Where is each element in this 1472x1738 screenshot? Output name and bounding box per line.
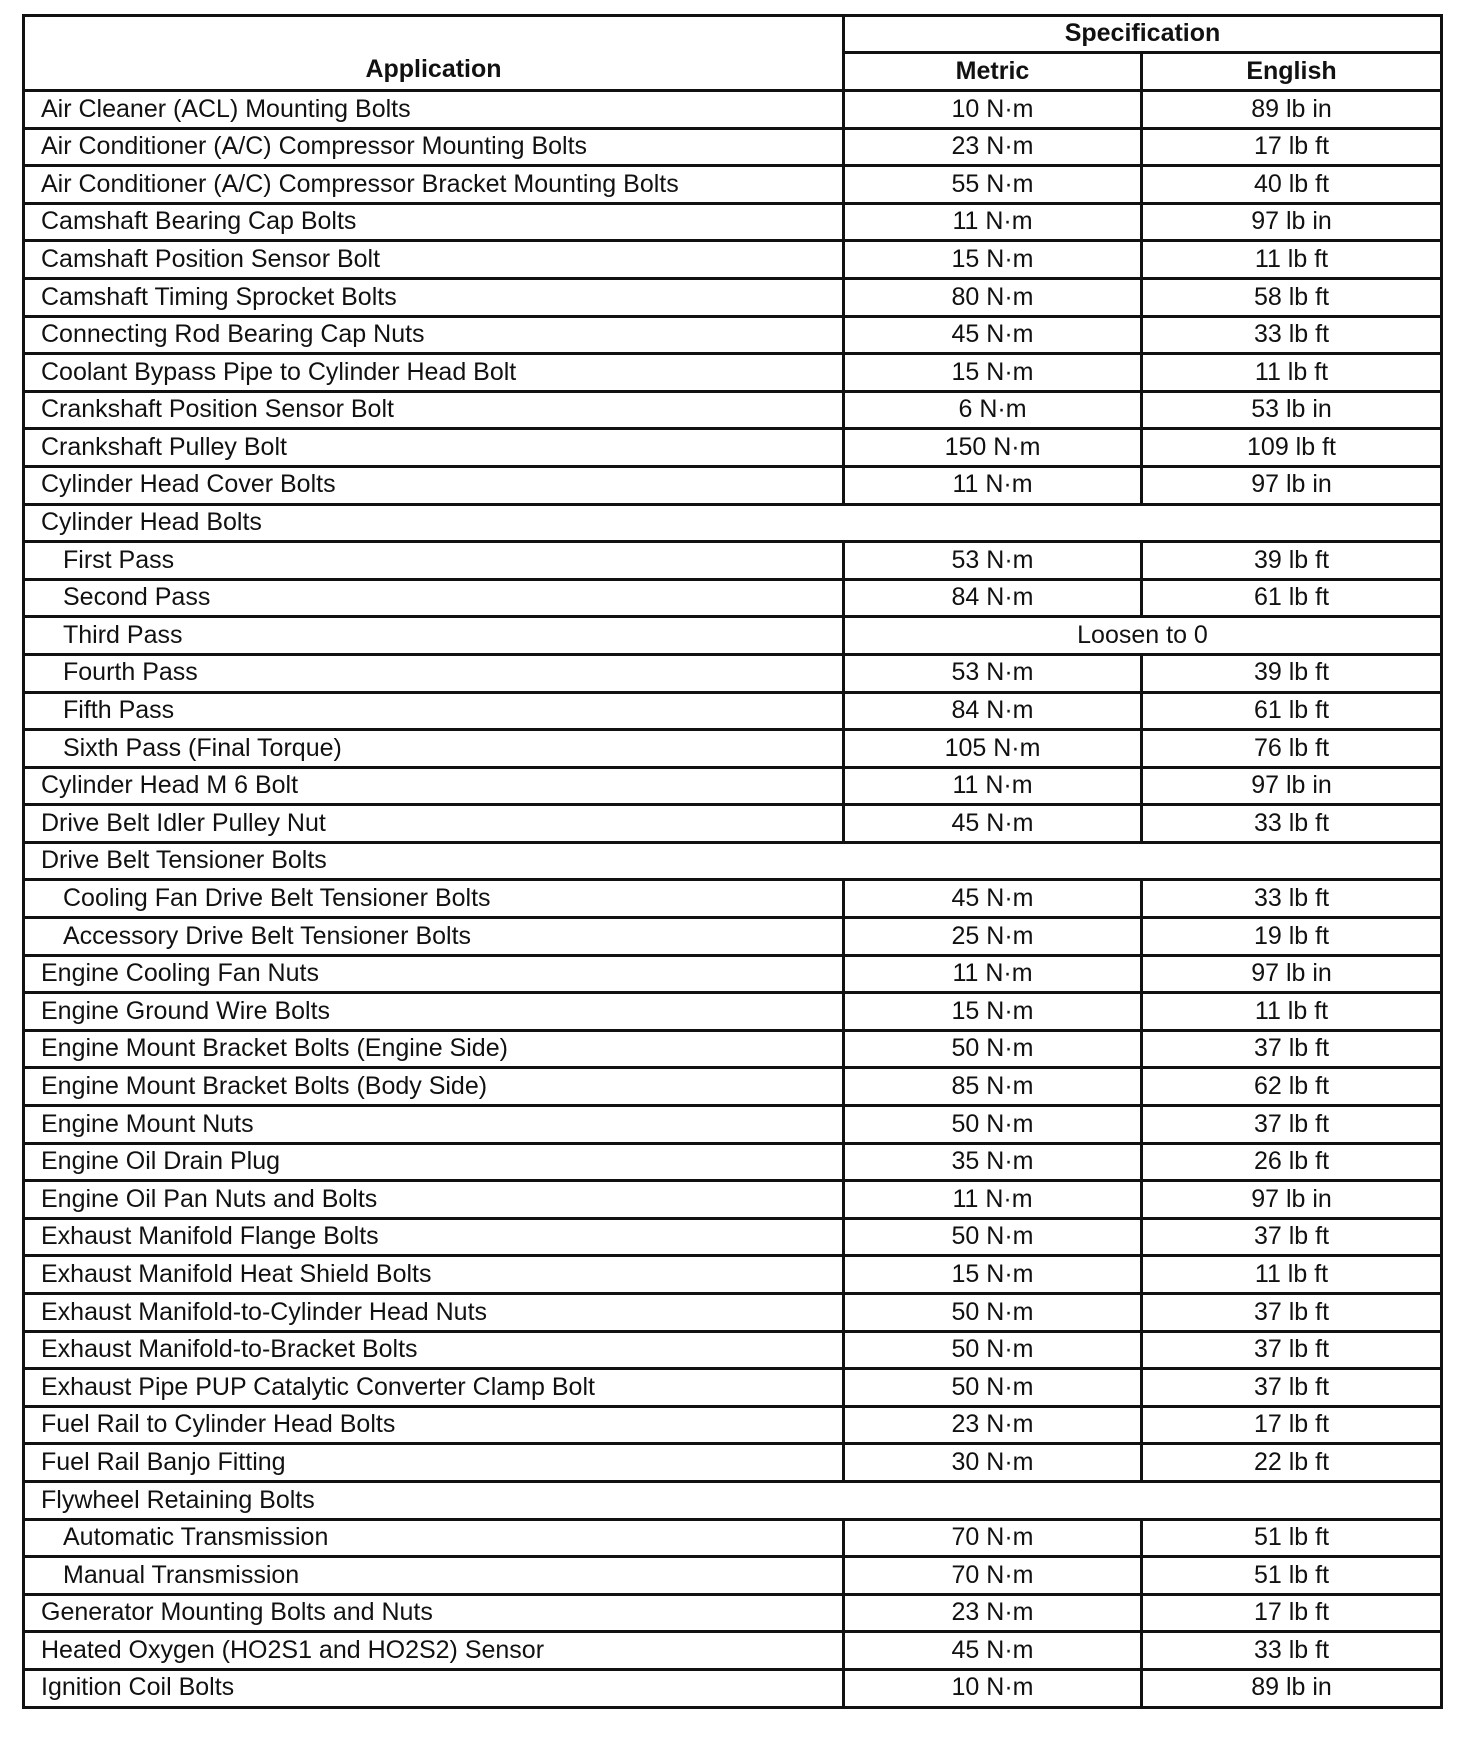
application-cell: Manual Transmission xyxy=(24,1557,844,1595)
torque-spec-table xyxy=(22,14,1443,1709)
application-header: Application xyxy=(24,16,844,91)
application-cell: First Pass xyxy=(24,542,844,580)
application-cell: Automatic Transmission xyxy=(24,1519,844,1557)
english-cell: 17 lb ft xyxy=(1142,1406,1442,1444)
table-row xyxy=(24,241,1442,279)
metric-cell: 10 N·m xyxy=(844,1669,1142,1707)
table-row xyxy=(24,805,1442,843)
metric-cell: 11 N·m xyxy=(844,767,1142,805)
metric-cell: 25 N·m xyxy=(844,918,1142,956)
metric-cell: 35 N·m xyxy=(844,1143,1142,1181)
english-cell: 109 lb ft xyxy=(1142,429,1442,467)
metric-cell: 45 N·m xyxy=(844,880,1142,918)
metric-cell: 55 N·m xyxy=(844,166,1142,204)
application-cell: Camshaft Timing Sprocket Bolts xyxy=(24,278,844,316)
metric-cell: 15 N·m xyxy=(844,354,1142,392)
table-row xyxy=(24,466,1442,504)
english-cell: 89 lb in xyxy=(1142,91,1442,129)
english-cell: 11 lb ft xyxy=(1142,354,1442,392)
table-row xyxy=(24,1594,1442,1632)
table-group-row xyxy=(24,1481,1442,1519)
metric-cell: 50 N·m xyxy=(844,1331,1142,1369)
metric-cell: 53 N·m xyxy=(844,542,1142,580)
metric-cell: 84 N·m xyxy=(844,579,1142,617)
metric-cell: 10 N·m xyxy=(844,91,1142,129)
metric-cell: 23 N·m xyxy=(844,1594,1142,1632)
metric-cell: 15 N·m xyxy=(844,241,1142,279)
english-cell: 33 lb ft xyxy=(1142,880,1442,918)
table-row xyxy=(24,91,1442,129)
english-cell: 37 lb ft xyxy=(1142,1294,1442,1332)
english-cell: 58 lb ft xyxy=(1142,278,1442,316)
table-row xyxy=(24,1030,1442,1068)
table-row xyxy=(24,1218,1442,1256)
table-row xyxy=(24,1406,1442,1444)
english-cell: 17 lb ft xyxy=(1142,1594,1442,1632)
table-body xyxy=(24,91,1442,1708)
english-cell: 37 lb ft xyxy=(1142,1030,1442,1068)
application-cell: Drive Belt Idler Pulley Nut xyxy=(24,805,844,843)
group-label: Cylinder Head Bolts xyxy=(24,504,1442,542)
application-cell: Generator Mounting Bolts and Nuts xyxy=(24,1594,844,1632)
metric-cell: 11 N·m xyxy=(844,1181,1142,1219)
table-row xyxy=(24,692,1442,730)
table-row xyxy=(24,203,1442,241)
application-cell: Engine Mount Bracket Bolts (Body Side) xyxy=(24,1068,844,1106)
application-cell: Sixth Pass (Final Torque) xyxy=(24,730,844,768)
table-group-row xyxy=(24,504,1442,542)
english-header: English xyxy=(1142,53,1442,91)
table-row xyxy=(24,993,1442,1031)
english-cell: 19 lb ft xyxy=(1142,918,1442,956)
application-cell: Fourth Pass xyxy=(24,654,844,692)
english-cell: 11 lb ft xyxy=(1142,241,1442,279)
application-cell: Engine Mount Nuts xyxy=(24,1106,844,1144)
application-cell: Air Conditioner (A/C) Compressor Mounting Bolts xyxy=(24,128,844,166)
metric-cell: 45 N·m xyxy=(844,805,1142,843)
metric-cell: 84 N·m xyxy=(844,692,1142,730)
application-cell: Engine Cooling Fan Nuts xyxy=(24,955,844,993)
english-cell: 97 lb in xyxy=(1142,1181,1442,1219)
table-row xyxy=(24,1256,1442,1294)
metric-cell: 45 N·m xyxy=(844,1632,1142,1670)
metric-cell: 70 N·m xyxy=(844,1519,1142,1557)
application-cell: Fifth Pass xyxy=(24,692,844,730)
application-cell: Engine Ground Wire Bolts xyxy=(24,993,844,1031)
metric-cell: 80 N·m xyxy=(844,278,1142,316)
application-cell: Exhaust Manifold-to-Bracket Bolts xyxy=(24,1331,844,1369)
english-cell: 53 lb in xyxy=(1142,391,1442,429)
english-cell: 61 lb ft xyxy=(1142,692,1442,730)
metric-cell: 50 N·m xyxy=(844,1106,1142,1144)
application-cell: Exhaust Manifold Flange Bolts xyxy=(24,1218,844,1256)
table-row xyxy=(24,1632,1442,1670)
english-cell: 17 lb ft xyxy=(1142,128,1442,166)
english-cell: 11 lb ft xyxy=(1142,1256,1442,1294)
table-row xyxy=(24,1106,1442,1144)
application-cell: Connecting Rod Bearing Cap Nuts xyxy=(24,316,844,354)
english-cell: 40 lb ft xyxy=(1142,166,1442,204)
table-row xyxy=(24,166,1442,204)
spec-span-cell: Loosen to 0 xyxy=(844,617,1442,655)
metric-cell: 15 N·m xyxy=(844,993,1142,1031)
table-row xyxy=(24,617,1442,655)
table-row xyxy=(24,316,1442,354)
metric-cell: 105 N·m xyxy=(844,730,1142,768)
application-cell: Coolant Bypass Pipe to Cylinder Head Bolt xyxy=(24,354,844,392)
table-row xyxy=(24,579,1442,617)
metric-cell: 53 N·m xyxy=(844,654,1142,692)
metric-cell: 50 N·m xyxy=(844,1294,1142,1332)
application-cell: Air Conditioner (A/C) Compressor Bracket Mounting Bolts xyxy=(24,166,844,204)
group-label: Flywheel Retaining Bolts xyxy=(24,1481,1442,1519)
metric-cell: 15 N·m xyxy=(844,1256,1142,1294)
english-cell: 39 lb ft xyxy=(1142,542,1442,580)
metric-cell: 85 N·m xyxy=(844,1068,1142,1106)
english-cell: 62 lb ft xyxy=(1142,1068,1442,1106)
english-cell: 33 lb ft xyxy=(1142,316,1442,354)
table-row xyxy=(24,1294,1442,1332)
table-row xyxy=(24,128,1442,166)
table-row xyxy=(24,1331,1442,1369)
application-cell: Camshaft Bearing Cap Bolts xyxy=(24,203,844,241)
table-group-row xyxy=(24,842,1442,880)
english-cell: 61 lb ft xyxy=(1142,579,1442,617)
metric-cell: 11 N·m xyxy=(844,203,1142,241)
english-cell: 37 lb ft xyxy=(1142,1331,1442,1369)
english-cell: 37 lb ft xyxy=(1142,1106,1442,1144)
application-cell: Exhaust Manifold Heat Shield Bolts xyxy=(24,1256,844,1294)
application-cell: Crankshaft Position Sensor Bolt xyxy=(24,391,844,429)
english-cell: 51 lb ft xyxy=(1142,1519,1442,1557)
english-cell: 97 lb in xyxy=(1142,767,1442,805)
application-cell: Engine Oil Pan Nuts and Bolts xyxy=(24,1181,844,1219)
english-cell: 26 lb ft xyxy=(1142,1143,1442,1181)
application-cell: Engine Mount Bracket Bolts (Engine Side) xyxy=(24,1030,844,1068)
english-cell: 33 lb ft xyxy=(1142,805,1442,843)
table-row xyxy=(24,654,1442,692)
table-row xyxy=(24,880,1442,918)
english-cell: 97 lb in xyxy=(1142,466,1442,504)
table-row xyxy=(24,918,1442,956)
english-cell: 97 lb in xyxy=(1142,955,1442,993)
english-cell: 22 lb ft xyxy=(1142,1444,1442,1482)
metric-cell: 70 N·m xyxy=(844,1557,1142,1595)
table-row xyxy=(24,955,1442,993)
table-row xyxy=(24,730,1442,768)
application-cell: Cylinder Head M 6 Bolt xyxy=(24,767,844,805)
english-cell: 51 lb ft xyxy=(1142,1557,1442,1595)
english-cell: 39 lb ft xyxy=(1142,654,1442,692)
application-cell: Heated Oxygen (HO2S1 and HO2S2) Sensor xyxy=(24,1632,844,1670)
english-cell: 11 lb ft xyxy=(1142,993,1442,1031)
english-cell: 37 lb ft xyxy=(1142,1218,1442,1256)
english-cell: 37 lb ft xyxy=(1142,1369,1442,1407)
table-row xyxy=(24,542,1442,580)
metric-cell: 50 N·m xyxy=(844,1030,1142,1068)
application-cell: Accessory Drive Belt Tensioner Bolts xyxy=(24,918,844,956)
metric-cell: 23 N·m xyxy=(844,128,1142,166)
application-cell: Third Pass xyxy=(24,617,844,655)
metric-cell: 50 N·m xyxy=(844,1369,1142,1407)
metric-cell: 11 N·m xyxy=(844,466,1142,504)
table-row xyxy=(24,429,1442,467)
table-row xyxy=(24,391,1442,429)
metric-cell: 11 N·m xyxy=(844,955,1142,993)
application-cell: Fuel Rail Banjo Fitting xyxy=(24,1444,844,1482)
table-row xyxy=(24,1519,1442,1557)
english-cell: 97 lb in xyxy=(1142,203,1442,241)
english-cell: 76 lb ft xyxy=(1142,730,1442,768)
table-row xyxy=(24,1181,1442,1219)
specification-header: Specification xyxy=(844,16,1442,53)
application-cell: Camshaft Position Sensor Bolt xyxy=(24,241,844,279)
metric-cell: 50 N·m xyxy=(844,1218,1142,1256)
application-cell: Ignition Coil Bolts xyxy=(24,1669,844,1707)
metric-cell: 30 N·m xyxy=(844,1444,1142,1482)
table-row xyxy=(24,1068,1442,1106)
application-cell: Cylinder Head Cover Bolts xyxy=(24,466,844,504)
application-cell: Engine Oil Drain Plug xyxy=(24,1143,844,1181)
table-row xyxy=(24,1143,1442,1181)
metric-cell: 45 N·m xyxy=(844,316,1142,354)
application-cell: Crankshaft Pulley Bolt xyxy=(24,429,844,467)
application-cell: Exhaust Manifold-to-Cylinder Head Nuts xyxy=(24,1294,844,1332)
metric-cell: 23 N·m xyxy=(844,1406,1142,1444)
metric-header: Metric xyxy=(844,53,1142,91)
application-cell: Air Cleaner (ACL) Mounting Bolts xyxy=(24,91,844,129)
application-cell: Exhaust Pipe PUP Catalytic Converter Clamp Bolt xyxy=(24,1369,844,1407)
group-label: Drive Belt Tensioner Bolts xyxy=(24,842,1442,880)
table-row xyxy=(24,1369,1442,1407)
english-cell: 33 lb ft xyxy=(1142,1632,1442,1670)
metric-cell: 150 N·m xyxy=(844,429,1142,467)
table-row xyxy=(24,1444,1442,1482)
table-row xyxy=(24,1557,1442,1595)
application-cell: Second Pass xyxy=(24,579,844,617)
table-row xyxy=(24,1669,1442,1707)
table-row xyxy=(24,767,1442,805)
application-cell: Cooling Fan Drive Belt Tensioner Bolts xyxy=(24,880,844,918)
metric-cell: 6 N·m xyxy=(844,391,1142,429)
english-cell: 89 lb in xyxy=(1142,1669,1442,1707)
table-row xyxy=(24,278,1442,316)
table-row xyxy=(24,354,1442,392)
application-cell: Fuel Rail to Cylinder Head Bolts xyxy=(24,1406,844,1444)
